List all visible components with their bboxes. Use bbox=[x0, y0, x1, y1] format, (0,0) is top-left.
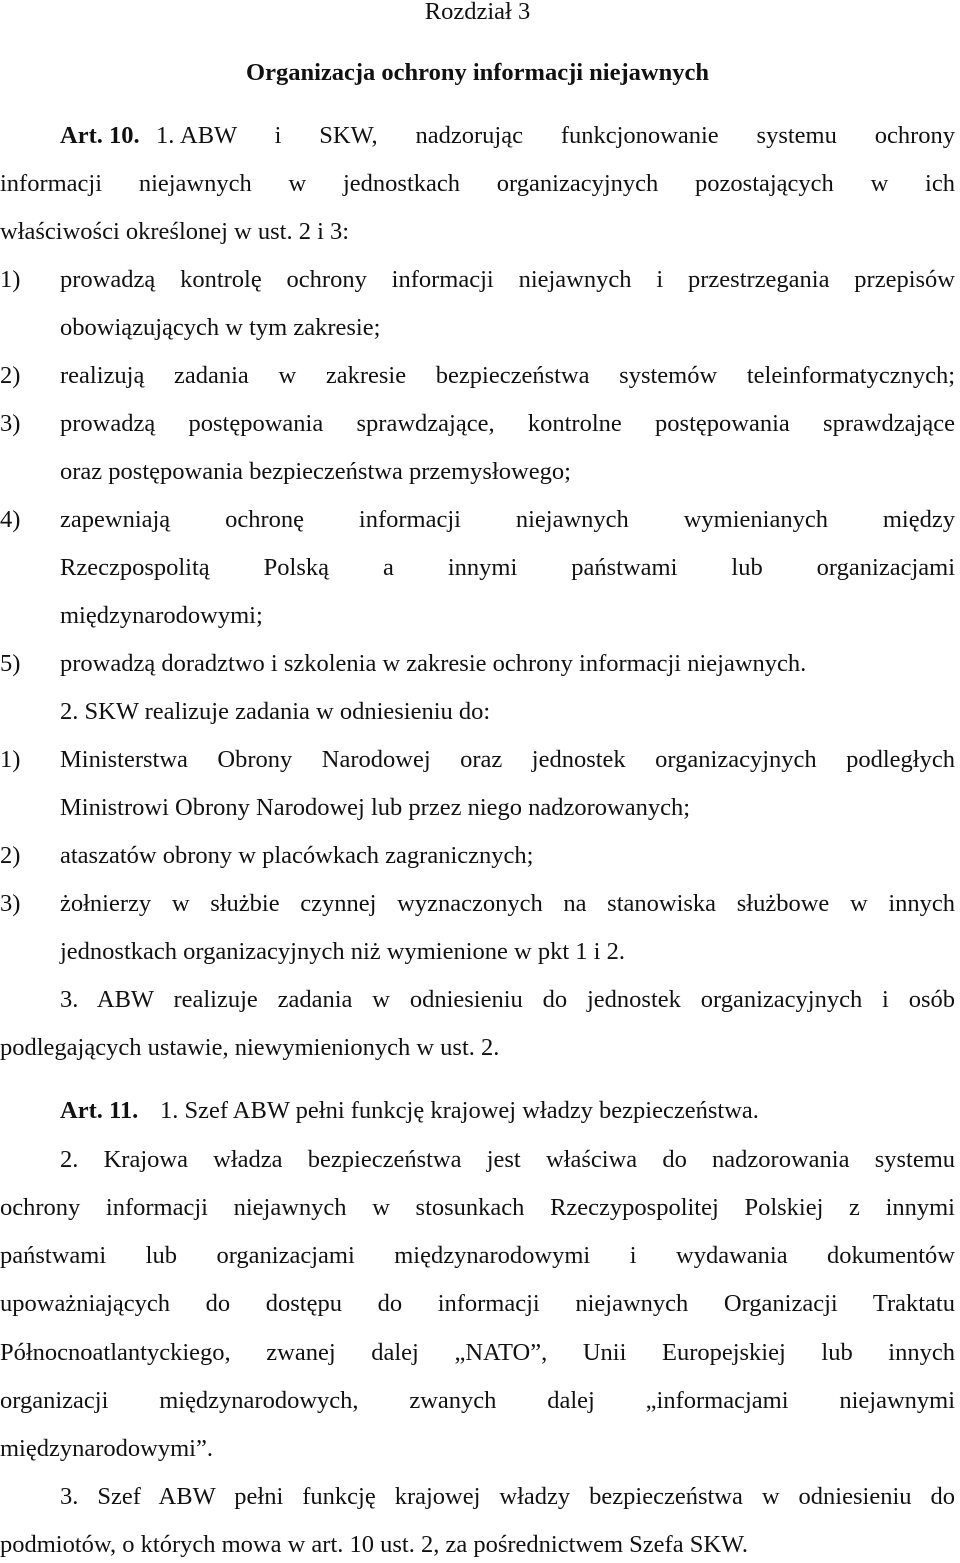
art11-par2-line4: upoważniających do dostępu do informacji niejawnych Organizacji Traktatu bbox=[0, 1290, 955, 1317]
chapter-subtitle: Organizacja ochrony informacji niejawnych bbox=[246, 59, 709, 86]
item-number: 3) bbox=[0, 410, 21, 437]
list-item-continuation bbox=[0, 457, 955, 487]
item-text: prowadzą postępowania sprawdzające, kontrolne postępowania sprawdzające bbox=[60, 410, 955, 437]
item-text: Ministerstwa Obrony Narodowej oraz jednostek organizacyjnych podległych bbox=[60, 746, 955, 773]
item-number: 1) bbox=[0, 266, 21, 293]
item-text: Ministrowi Obrony Narodowej lub przez niego nadzorowanych; bbox=[60, 794, 691, 821]
art11-par2-line1 bbox=[0, 1145, 955, 1175]
item-text: Rzeczpospolitą Polską a innymi państwami lub organizacjami bbox=[60, 554, 955, 581]
list-item-continuation bbox=[0, 313, 955, 343]
item-text: międzynarodowymi; bbox=[60, 602, 263, 629]
item-number: 4) bbox=[0, 506, 21, 533]
art10-par3-text1: 3. ABW realizuje zadania w odniesieniu do jednostek organizacyjnych i osób bbox=[60, 986, 955, 1013]
item-text: oraz postępowania bezpieczeństwa przemysłowego; bbox=[60, 458, 571, 485]
art11-par1-line bbox=[0, 1096, 955, 1126]
chapter-title: Rozdział 3 bbox=[424, 0, 531, 25]
art10-par2-line1 bbox=[0, 697, 955, 727]
item-text: zapewniają ochronę informacji niejawnych wymienianych między bbox=[60, 506, 955, 533]
list-item bbox=[0, 409, 955, 439]
art10-par2-text: 2. SKW realizuje zadania w odniesieniu do: bbox=[60, 698, 491, 725]
list-item-continuation bbox=[0, 793, 955, 823]
item-number: 2) bbox=[0, 842, 21, 869]
item-number: 1) bbox=[0, 746, 21, 773]
item-text: jednostkach organizacyjnych niż wymienione w pkt 1 i 2. bbox=[60, 938, 625, 965]
list-item bbox=[0, 505, 955, 535]
item-text: prowadzą doradztwo i szkolenia w zakresie ochrony informacji niejawnych. bbox=[60, 650, 807, 677]
list-item bbox=[0, 649, 955, 679]
list-item-continuation bbox=[0, 937, 955, 967]
list-item bbox=[0, 361, 955, 391]
art10-par1-num: 1. bbox=[156, 122, 175, 149]
art10-par3-line2: podlegających ustawie, niewymienionych w ust. 2. bbox=[0, 1034, 500, 1061]
art11-par2-line7: międzynarodowymi”. bbox=[0, 1435, 213, 1462]
art10-label: Art. 10. bbox=[60, 122, 140, 149]
art11-par2-line2: ochrony informacji niejawnych w stosunkach Rzeczypospolitej Polskiej z innymi bbox=[0, 1194, 955, 1221]
list-item bbox=[0, 889, 955, 919]
art11-label: Art. 11. bbox=[60, 1097, 139, 1124]
list-item-continuation bbox=[0, 553, 955, 583]
list-item-continuation bbox=[0, 601, 955, 631]
art10-par1-line1 bbox=[0, 121, 955, 151]
art11-par3-line1 bbox=[0, 1482, 955, 1512]
item-text: ataszatów obrony w placówkach zagranicznych; bbox=[60, 842, 534, 869]
art11-par2-line3: państwami lub organizacjami międzynarodowymi i wydawania dokumentów bbox=[0, 1242, 955, 1269]
item-number: 5) bbox=[0, 650, 21, 677]
art10-par1-line3: właściwości określonej w ust. 2 i 3: bbox=[0, 218, 350, 245]
art10-par1-text1: ABW i SKW, nadzorując funkcjonowanie systemu ochrony bbox=[180, 122, 955, 149]
list-item bbox=[0, 841, 955, 871]
art11-par3-text1: 3. Szef ABW pełni funkcję krajowej władzy bezpieczeństwa w odniesieniu do bbox=[60, 1483, 955, 1510]
art11-par3-line2: podmiotów, o których mowa w art. 10 ust. 2, za pośrednictwem Szefa SKW. bbox=[0, 1531, 749, 1558]
art11-par2-line5: Północnoatlantyckiego, zwanej dalej „NATO”, Unii Europejskiej lub innych bbox=[0, 1339, 955, 1366]
list-item bbox=[0, 745, 955, 775]
item-text: żołnierzy w służbie czynnej wyznaczonych na stanowiska służbowe w innych bbox=[60, 890, 955, 917]
art11-par2-text1: 2. Krajowa władza bezpieczeństwa jest właściwa do nadzorowania systemu bbox=[60, 1146, 955, 1173]
item-number: 3) bbox=[0, 890, 21, 917]
item-text: obowiązujących w tym zakresie; bbox=[60, 314, 381, 341]
item-text: realizują zadania w zakresie bezpieczeństwa systemów teleinformatycznych; bbox=[60, 362, 955, 389]
item-number: 2) bbox=[0, 362, 21, 389]
art10-par1-line2: informacji niejawnych w jednostkach organizacyjnych pozostających w ich bbox=[0, 170, 955, 197]
list-item bbox=[0, 265, 955, 295]
art11-par1-text: 1. Szef ABW pełni funkcję krajowej władzy bezpieczeństwa. bbox=[160, 1097, 759, 1124]
item-text: prowadzą kontrolę ochrony informacji niejawnych i przestrzegania przepisów bbox=[60, 266, 955, 293]
art11-par2-line6: organizacji międzynarodowych, zwanych dalej „informacjami niejawnymi bbox=[0, 1387, 955, 1414]
art10-par3-line1 bbox=[0, 985, 955, 1015]
